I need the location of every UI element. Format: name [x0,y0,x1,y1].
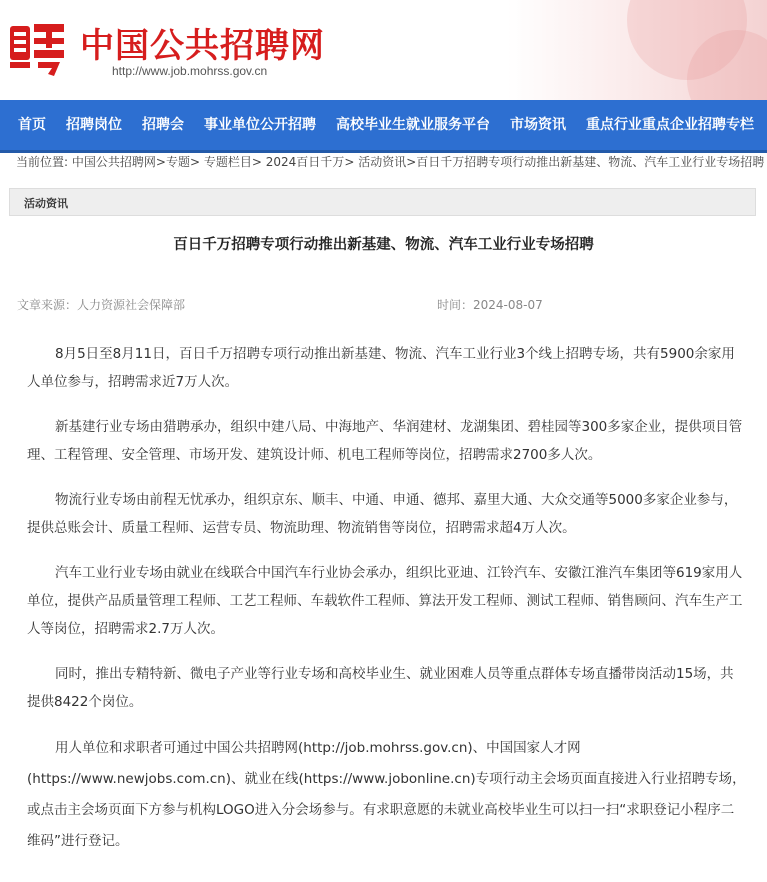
section-label: 活动资讯 [24,197,68,210]
site-header [0,0,767,100]
article-paragraph: 汽车工业行业专场由就业在线联合中国汽车行业协会承办，组织比亚迪、江铃汽车、安徽江淮汽车集团等619家用人单位，提供产品质量管理工程师、工艺工程师、车载软件工程师、算法开发工程师、测试工程师、销售顾问、汽车生产工人等岗位，招聘需求2.7万人次。 [27,565,743,637]
article-paragraph: 8月5日至8月11日，百日千万招聘专项行动推出新基建、物流、汽车工业行业3个线上招聘专场，共有5900余家用人单位参与，招聘需求近7万人次。 [27,346,735,390]
site-logo-icon[interactable] [8,22,68,78]
breadcrumb-prefix: 当前位置: [16,155,69,169]
breadcrumb-separator: > [155,155,166,169]
breadcrumb-link[interactable]: 专题 [165,155,190,169]
nav-item-graduate-employment[interactable]: 高校毕业生就业服务平台 [336,117,490,133]
article-source: 文章来源：人力资源社会保障部 [17,298,186,312]
nav-item-market-news[interactable]: 市场资讯 [510,117,566,133]
breadcrumb-current: 百日千万招聘专项行动推出新基建、物流、汽车工业行业专场招聘 [416,155,765,169]
nav-item-key-industry-recruitment[interactable]: 重点行业重点企业招聘专栏 [586,117,754,133]
breadcrumb-link[interactable]: 2024百日千万 [265,155,345,169]
nav-item-public-institution-recruitment[interactable]: 事业单位公开招聘 [204,117,316,133]
article-time: 时间：2024-08-07 [437,298,543,312]
article-paragraph: 用人单位和求职者可通过中国公共招聘网(http://job.mohrss.gov.cn)、中国国家人才网(https://www.newjobs.com.cn)、就业在线(https://www.jobonline.cn)专项行动主会场页面直接进入行业招聘专场，或点击主会场页面下方参与机构LOGO进入分会场参与。有求职意愿的未就业高校毕业生可以扫一扫“求职登记小程序二维码”进行登记。 [27,740,746,849]
nav-item-jobs[interactable]: 招聘岗位 [66,117,122,133]
article-body [27,340,747,874]
site-url: http://www.job.mohrss.gov.cn [112,64,268,78]
breadcrumb-link[interactable]: 活动资讯 [358,155,407,169]
article-paragraph: 物流行业专场由前程无忧承办，组织京东、顺丰、中通、申通、德邦、嘉里大通、大众交通等5000多家企业参与，提供总账会计、质量工程师、运营专员、物流助理、物流销售等岗位，招聘需求超4万人次。 [27,492,738,536]
section-header [9,188,756,216]
site-title[interactable]: 中国公共招聘网 [80,26,325,66]
header-decoration [507,0,767,100]
breadcrumb-separator: > [406,155,417,169]
breadcrumb [0,153,767,173]
nav-item-home[interactable]: 首页 [18,117,46,133]
article-paragraph: 新基建行业专场由猎聘承办，组织中建八局、中海地产、华润建材、龙湖集团、碧桂园等300多家企业，提供项目管理、工程管理、安全管理、市场开发、建筑设计师、机电工程师等岗位，招聘需求2700多人次。 [27,419,743,463]
breadcrumb-link[interactable]: 中国公共招聘网 [71,155,156,169]
breadcrumb-link[interactable]: 专题栏目 [203,155,252,169]
nav-item-job-fairs[interactable]: 招聘会 [142,117,184,133]
breadcrumb-separator: > [189,155,201,169]
article-title: 百日千万招聘专项行动推出新基建、物流、汽车工业行业专场招聘 [173,237,594,253]
breadcrumb-separator: > [251,155,262,169]
breadcrumb-separator: > [344,155,355,169]
main-nav [0,100,767,153]
article-paragraph: 同时，推出专精特新、微电子产业等行业专场和高校毕业生、就业困难人员等重点群体专场直播带岗活动15场，共提供8422个岗位。 [27,666,734,710]
